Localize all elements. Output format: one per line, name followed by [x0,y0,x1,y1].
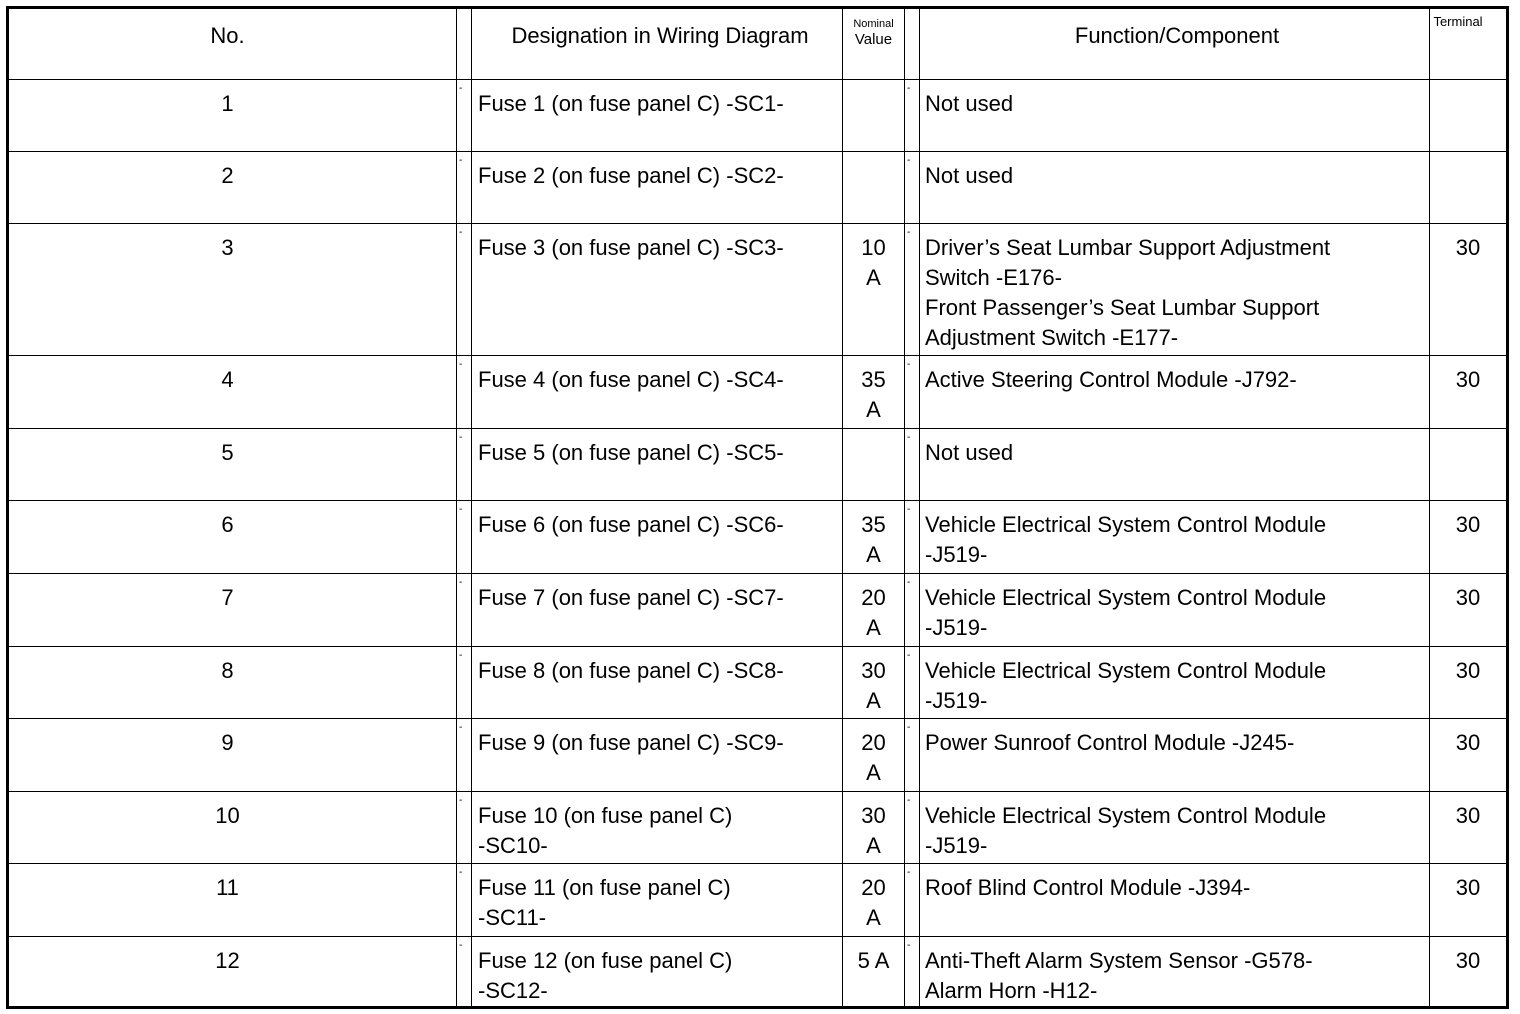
cell-designation-line: Fuse 9 (on fuse panel C) -SC9- [478,730,784,755]
gap-mark: - [907,577,911,588]
cell-nominal-value-line: 20 [861,730,886,755]
cell-gap [457,574,472,647]
cell-function-line: -J519- [925,615,988,640]
cell-designation [472,429,843,501]
table-row [8,501,1508,574]
cell-designation [472,937,843,1008]
cell-designation [472,864,843,937]
cell-designation [472,80,843,152]
cell-no: 5 [8,429,457,501]
cell-gap [457,647,472,719]
gap-mark: - [459,867,463,878]
cell-gap [457,429,472,501]
cell-designation-line: -SC12- [478,978,548,1003]
gap-mark: - [907,359,911,370]
cell-terminal: 30 [1430,647,1508,719]
gap-mark: - [459,795,463,806]
cell-gap-2 [905,80,920,152]
cell-terminal: 30 [1430,719,1508,792]
table-row [8,224,1508,356]
cell-gap [457,719,472,792]
table-row [8,429,1508,501]
cell-function [920,356,1430,429]
cell-terminal: 30 [1430,574,1508,647]
cell-nominal-value [843,792,905,864]
cell-function [920,152,1430,224]
cell-function-line: Roof Blind Control Module -J394- [925,875,1251,900]
cell-nominal-value [843,719,905,792]
cell-designation [472,224,843,356]
header-no: No. [8,8,457,80]
cell-function-line: -J519- [925,542,988,567]
cell-no: 4 [8,356,457,429]
cell-function-line: Active Steering Control Module -J792- [925,367,1297,392]
cell-terminal: 30 [1430,501,1508,574]
cell-gap [457,80,472,152]
cell-function-line: Adjustment Switch -E177- [925,325,1179,350]
table-row [8,719,1508,792]
cell-nominal-value [843,80,905,152]
cell-designation [472,356,843,429]
cell-function [920,647,1430,719]
header-function: Function/Component [920,8,1430,80]
cell-function [920,501,1430,574]
cell-function [920,937,1430,1008]
cell-nominal-value-line: A [866,760,881,785]
cell-function [920,574,1430,647]
cell-nominal-value-line: A [866,688,881,713]
cell-gap [457,864,472,937]
cell-gap-2 [905,864,920,937]
cell-no: 2 [8,152,457,224]
cell-function-line: Vehicle Electrical System Control Module [925,803,1327,828]
cell-designation-line: Fuse 10 (on fuse panel C) [478,803,733,828]
gap-mark: - [459,650,463,661]
cell-gap [457,356,472,429]
gap-mark: - [459,722,463,733]
cell-nominal-value-line: 35 [861,512,886,537]
gap-mark: - [907,83,911,94]
header-designation: Designation in Wiring Diagram [472,8,843,80]
cell-gap-2 [905,792,920,864]
cell-gap [457,224,472,356]
gap-mark: - [907,155,911,166]
cell-designation [472,152,843,224]
table-row [8,792,1508,864]
cell-nominal-value [843,429,905,501]
cell-designation-line: Fuse 12 (on fuse panel C) [478,948,733,973]
table-row [8,937,1508,1008]
cell-gap-2 [905,501,920,574]
cell-no: 12 [8,937,457,1008]
cell-nominal-value-line: A [866,615,881,640]
cell-nominal-value-line: A [866,397,881,422]
cell-no: 9 [8,719,457,792]
cell-function [920,792,1430,864]
gap-mark: - [907,432,911,443]
cell-nominal-value [843,224,905,356]
cell-nominal-value-line: 10 [861,235,886,260]
cell-designation [472,647,843,719]
cell-designation-line: Fuse 4 (on fuse panel C) -SC4- [478,367,784,392]
gap-mark: - [459,504,463,515]
cell-designation-line: Fuse 1 (on fuse panel C) -SC1- [478,91,784,116]
cell-no: 7 [8,574,457,647]
cell-terminal: 30 [1430,792,1508,864]
cell-nominal-value-line: 30 [861,803,886,828]
cell-designation-line: Fuse 11 (on fuse panel C) [478,875,731,900]
gap-mark: - [907,650,911,661]
cell-function-line: Anti-Theft Alarm System Sensor -G578- [925,948,1313,973]
gap-mark: - [459,432,463,443]
table-row [8,864,1508,937]
gap-mark: - [907,227,911,238]
header-terminal: Terminal [1430,8,1508,80]
cell-no: 11 [8,864,457,937]
cell-designation-line: -SC10- [478,833,548,858]
cell-nominal-value-line: A [866,265,881,290]
cell-terminal [1430,152,1508,224]
cell-function [920,864,1430,937]
cell-designation-line: Fuse 6 (on fuse panel C) -SC6- [478,512,784,537]
cell-function [920,224,1430,356]
cell-designation-line: -SC11- [478,905,547,930]
table-row [8,152,1508,224]
cell-nominal-value-line: 5 A [857,948,890,973]
gap-mark: - [907,795,911,806]
cell-function-line: Driver’s Seat Lumbar Support Adjustment [925,235,1331,260]
gap-mark: - [459,359,463,370]
cell-designation [472,574,843,647]
cell-designation-line: Fuse 8 (on fuse panel C) -SC8- [478,658,784,683]
cell-nominal-value [843,647,905,719]
cell-nominal-value-line: A [866,905,881,930]
cell-designation-line: Fuse 7 (on fuse panel C) -SC7- [478,585,784,610]
cell-function [920,719,1430,792]
header-gap-2 [905,8,920,80]
cell-no: 1 [8,80,457,152]
table-row [8,647,1508,719]
cell-gap-2 [905,719,920,792]
cell-function-line: -J519- [925,833,988,858]
gap-mark: - [459,155,463,166]
cell-terminal: 30 [1430,864,1508,937]
cell-function-line: Vehicle Electrical System Control Module [925,658,1327,683]
cell-terminal [1430,80,1508,152]
cell-designation-line: Fuse 3 (on fuse panel C) -SC3- [478,235,784,260]
cell-designation [472,719,843,792]
cell-nominal-value [843,574,905,647]
cell-designation [472,792,843,864]
fuse-table [6,6,1509,1009]
gap-mark: - [907,504,911,515]
table-header-row [8,8,1508,80]
cell-function [920,80,1430,152]
cell-gap-2 [905,647,920,719]
cell-nominal-value-line: 20 [861,875,886,900]
gap-mark: - [907,867,911,878]
cell-nominal-value [843,937,905,1008]
cell-designation-line: Fuse 5 (on fuse panel C) -SC5- [478,440,784,465]
cell-nominal-value [843,864,905,937]
table-row [8,574,1508,647]
gap-mark: - [907,722,911,733]
cell-nominal-value [843,356,905,429]
cell-function-line: Not used [925,440,1014,465]
cell-nominal-value-line: A [866,542,881,567]
cell-terminal: 30 [1430,356,1508,429]
cell-nominal-value-line: 35 [861,367,886,392]
gap-mark: - [459,227,463,238]
cell-function-line: Vehicle Electrical System Control Module [925,585,1327,610]
cell-designation-line: Fuse 2 (on fuse panel C) -SC2- [478,163,784,188]
cell-terminal: 30 [1430,937,1508,1008]
cell-gap-2 [905,937,920,1008]
cell-function-line: Front Passenger’s Seat Lumbar Support [925,295,1320,320]
cell-nominal-value-line: 20 [861,585,886,610]
header-gap [457,8,472,80]
cell-terminal: 30 [1430,224,1508,356]
cell-no: 3 [8,224,457,356]
cell-function-line: Not used [925,91,1014,116]
gap-mark: - [459,83,463,94]
cell-function-line: Alarm Horn -H12- [925,978,1098,1003]
cell-function-line: Vehicle Electrical System Control Module [925,512,1327,537]
gap-mark: - [907,940,911,951]
cell-no: 8 [8,647,457,719]
cell-no: 6 [8,501,457,574]
cell-function-line: -J519- [925,688,988,713]
cell-nominal-value-line: 30 [861,658,886,683]
cell-gap-2 [905,429,920,501]
table-row [8,356,1508,429]
gap-mark: - [459,940,463,951]
cell-function [920,429,1430,501]
cell-terminal [1430,429,1508,501]
cell-gap [457,501,472,574]
cell-function-line: Not used [925,163,1014,188]
header-nominal-value: Nominal Value [843,8,905,80]
cell-no: 10 [8,792,457,864]
cell-gap-2 [905,574,920,647]
cell-gap [457,937,472,1008]
cell-nominal-value-line: A [866,833,881,858]
cell-gap-2 [905,356,920,429]
cell-designation [472,501,843,574]
cell-function-line: Switch -E176- [925,265,1062,290]
cell-nominal-value [843,501,905,574]
cell-gap-2 [905,152,920,224]
cell-gap-2 [905,224,920,356]
cell-nominal-value [843,152,905,224]
cell-gap [457,152,472,224]
table-row [8,80,1508,152]
cell-function-line: Power Sunroof Control Module -J245- [925,730,1295,755]
cell-gap [457,792,472,864]
gap-mark: - [459,577,463,588]
